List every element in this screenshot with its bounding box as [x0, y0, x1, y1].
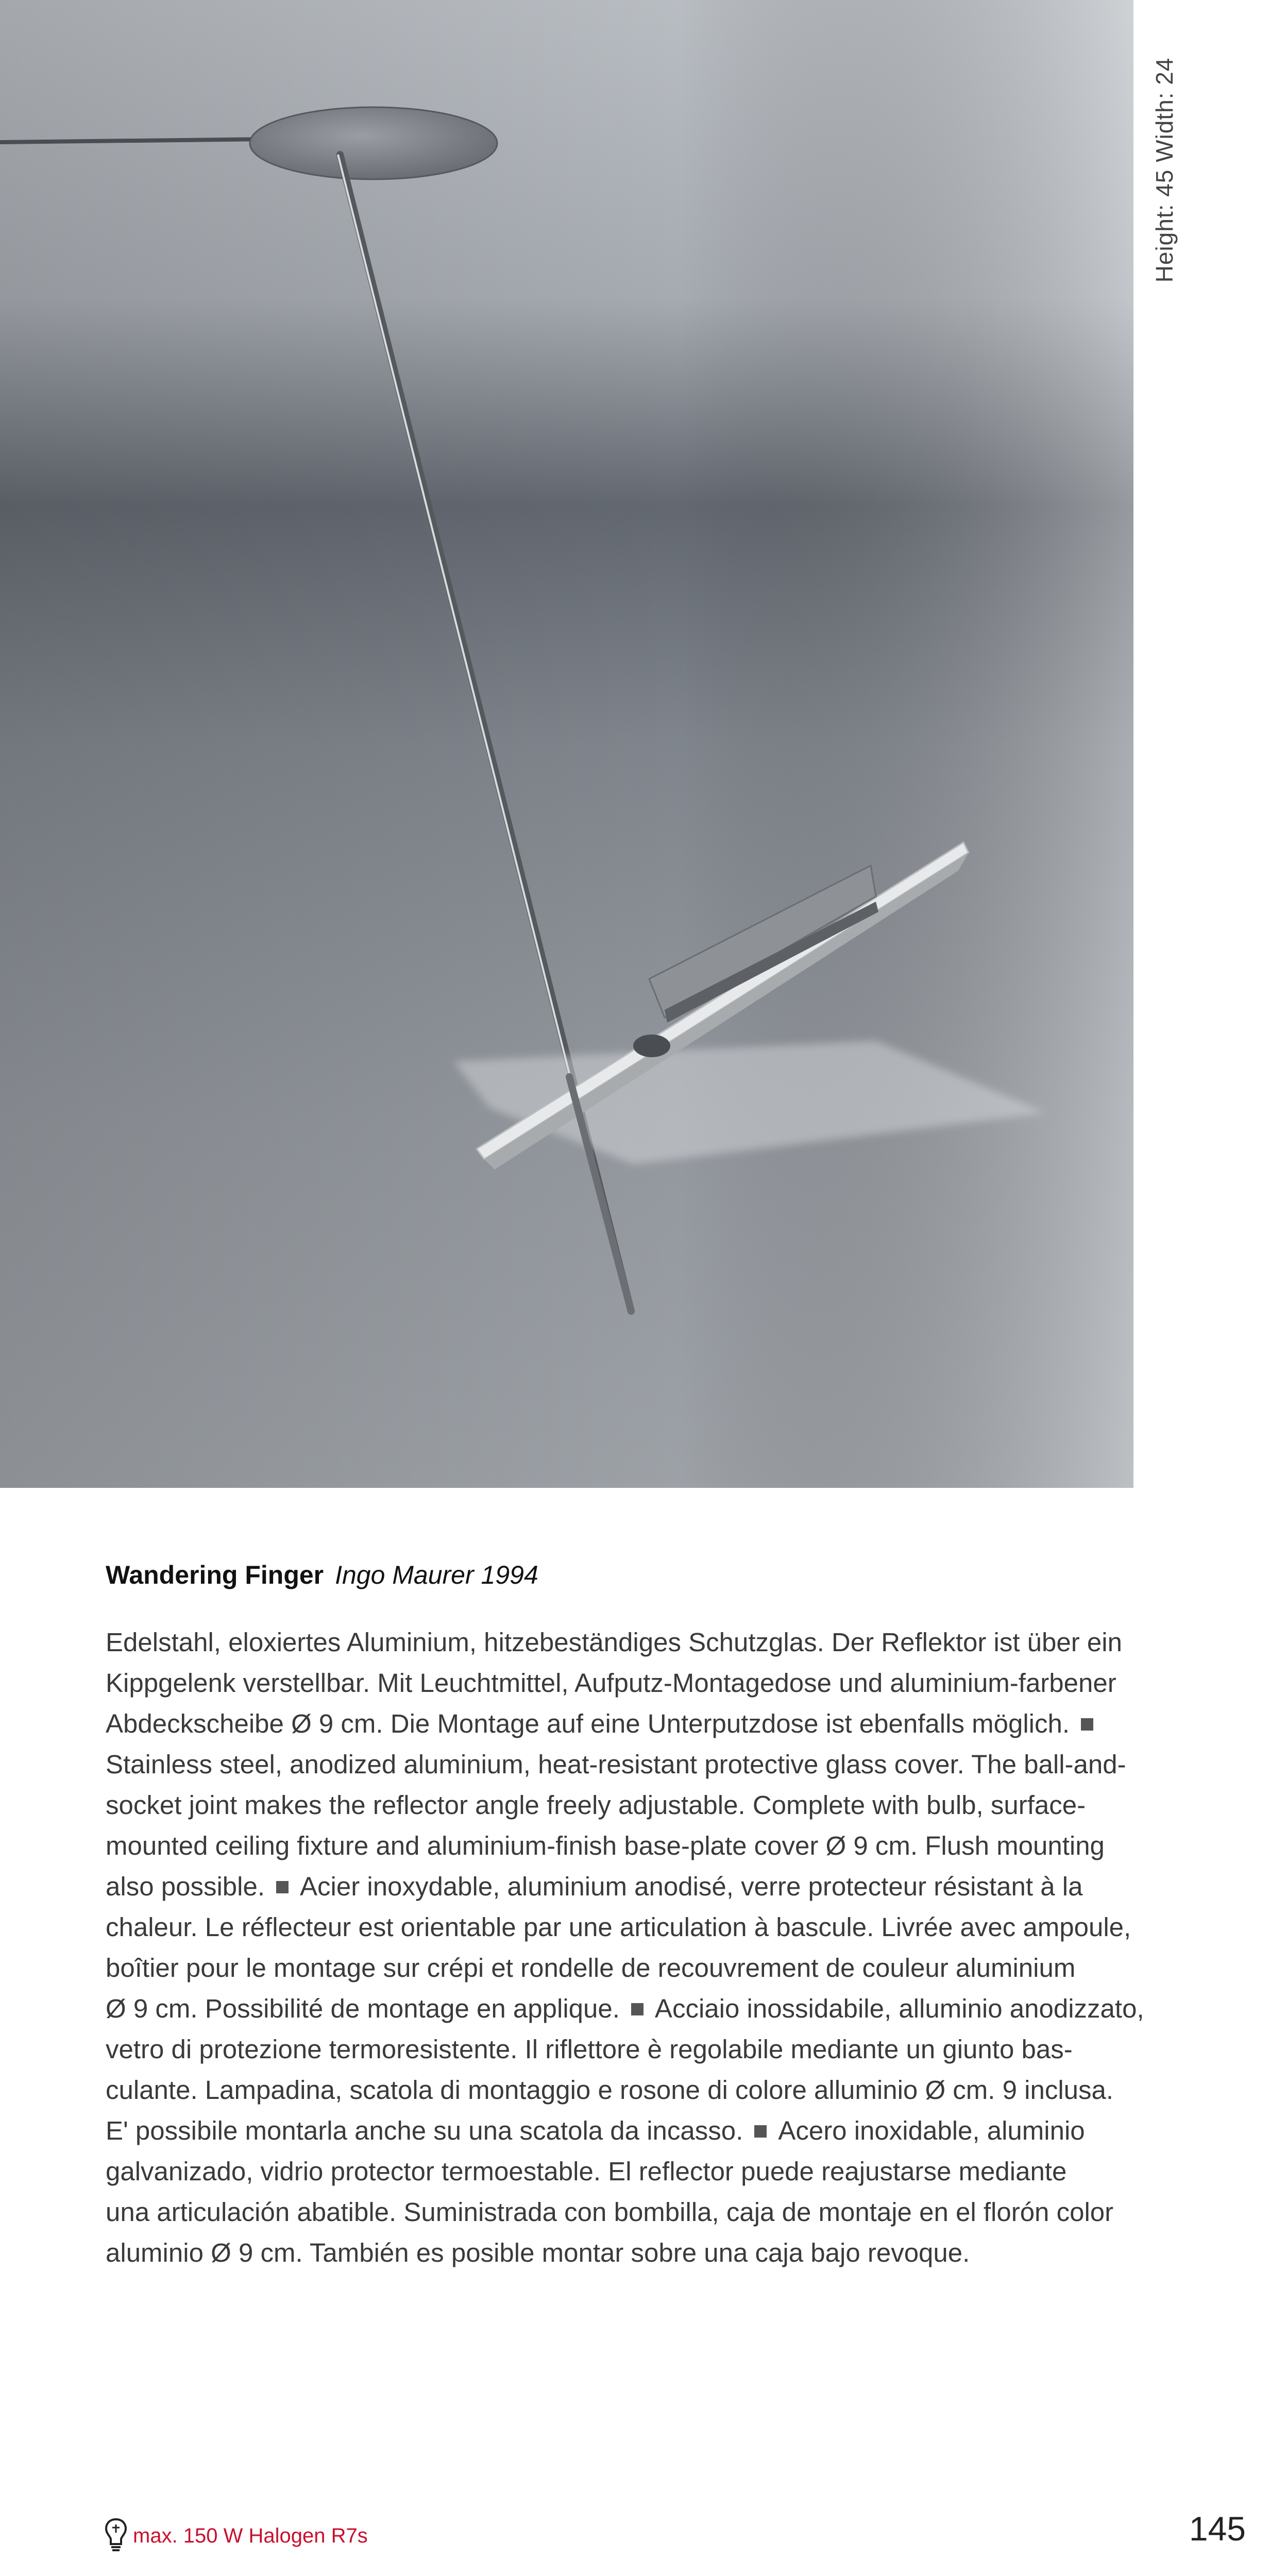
- product-title: [106, 1560, 538, 1590]
- description-line: Ø 9 cm. Possibilité de montage en applique. Acciaio inossidabile, alluminio anodizzato,: [106, 1994, 1144, 2023]
- product-description: [106, 1622, 1144, 2273]
- dimensions-text: Height: 45 Width: 24: [1151, 57, 1178, 283]
- description-line: Edelstahl, eloxiertes Aluminium, hitzebeständiges Schutzglas. Der Reflektor ist über ein: [106, 1628, 1122, 1657]
- description-line: culante. Lampadina, scatola di montaggio e rosone di colore alluminio Ø cm. 9 inclusa.: [106, 2075, 1114, 2105]
- product-designer: Ingo Maurer 1994: [335, 1561, 538, 1589]
- description-line: Stainless steel, anodized aluminium, heat-resistant protective glass cover. The ball-and-: [106, 1750, 1126, 1779]
- dimensions-label: [1149, 41, 1180, 299]
- bulb-specification: max. 150 W Halogen R7s: [133, 2524, 368, 2547]
- language-separator-icon: [1081, 1718, 1093, 1731]
- tilt-joint: [633, 1035, 670, 1057]
- product-name: Wandering Finger: [106, 1561, 324, 1589]
- language-separator-icon: [631, 2003, 644, 2015]
- description-line: aluminio Ø 9 cm. También es posible montar sobre una caja bajo revoque.: [106, 2238, 970, 2267]
- description-line: socket joint makes the reflector angle freely adjustable. Complete with bulb, surface-: [106, 1790, 1086, 1820]
- page-number: 145: [1189, 2510, 1246, 2548]
- description-line: boîtier pour le montage sur crépi et rondelle de recouvrement de couleur aluminium: [106, 1953, 1076, 1982]
- description-line: vetro di protezione termoresistente. Il riflettore è regolabile mediante un giunto bas-: [106, 2035, 1073, 2064]
- ceiling-canopy: [250, 107, 497, 179]
- language-separator-icon: [276, 1881, 289, 1893]
- description-line: una articulación abatible. Suministrada con bombilla, caja de montaje en el florón color: [106, 2197, 1114, 2227]
- halogen-bulb-icon: [103, 2517, 129, 2553]
- description-line: Kippgelenk verstellbar. Mit Leuchtmittel, Aufputz-Montagedose und aluminium-farbener: [106, 1668, 1116, 1698]
- description-line: galvanizado, vidrio protector termoestable. El reflector puede reajustarse mediante: [106, 2157, 1067, 2186]
- description-line: mounted ceiling fixture and aluminium-finish base-plate cover Ø 9 cm. Flush mounting: [106, 1831, 1105, 1860]
- language-separator-icon: [754, 2125, 767, 2138]
- description-line: Abdeckscheibe Ø 9 cm. Die Montage auf eine Unterputzdose ist ebenfalls möglich.: [106, 1703, 1136, 1744]
- description-line: chaleur. Le réflecteur est orientable par une articulation à bascule. Livrée avec ampoule,: [106, 1912, 1131, 1942]
- description-line: also possible. Acier inoxydable, aluminium anodisé, verre protecteur résistant à la: [106, 1872, 1083, 1901]
- description-line: E' possibile montarla anche su una scatola da incasso. Acero inoxidable, aluminio: [106, 2116, 1085, 2145]
